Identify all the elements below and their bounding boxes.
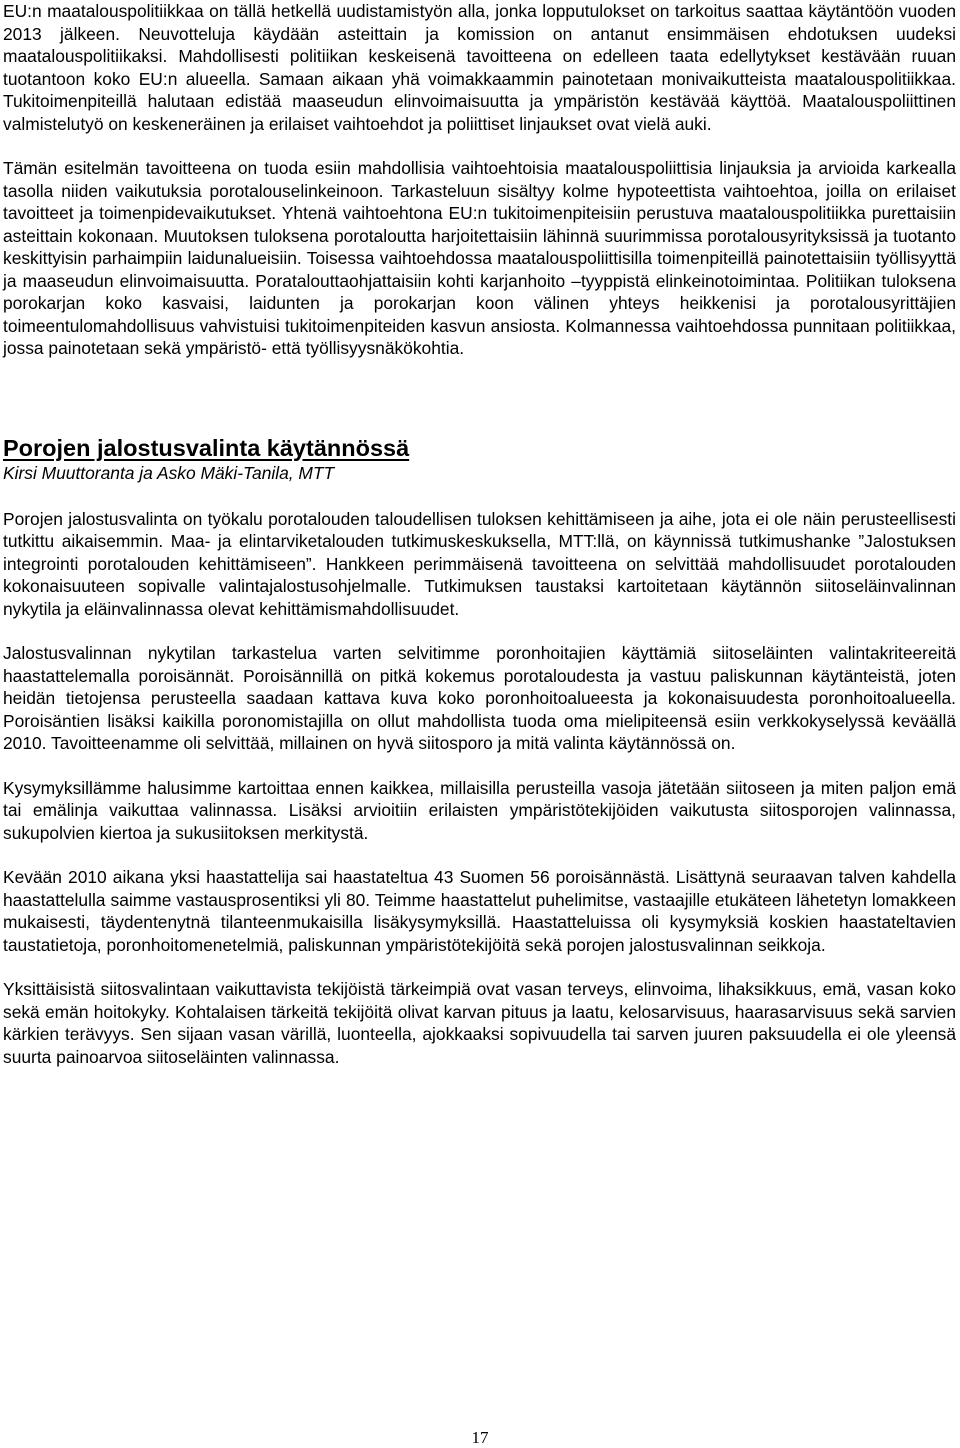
document-page [3,0,956,1068]
section-authors: Kirsi Muuttoranta ja Asko Mäki-Tanila, MTT [3,462,335,483]
body-paragraph: EU:n maatalouspolitiikkaa on tällä hetkellä uudistamistyön alla, jonka lopputulokset on tarkoitus saattaa käytäntöön vuoden 2013 jälkeen. Neuvotteluja käydään asteittain ja komission on antanut ensimmäisen ehdotuksen uudeksi maatalouspolitiikaksi. Mahdollisesti politiikan keskeisenä tavoitteena on edelleen taata edellytykset kestävään ruuan tuotantoon koko EU:n alueella. Samaan aikaan yhä voimakkaammin painotetaan monivaikutteista maatalouspolitiikkaa. Tukitoimenpiteillä halutaan edistää maaseudun elinvoimaisuutta ja ympäristön kestävää käyttöä. Maatalouspoliittinen valmistelutyö on keskeneräinen ja erilaiset vaihtoehdot ja poliittiset linjaukset ovat vielä auki. [3,1,956,134]
body-paragraph: Kysymyksillämme halusimme kartoittaa ennen kaikkea, millaisilla perusteilla vasoja jätetään siitoseen ja miten paljon emä tai emälinja vaikuttaa valinnassa. Lisäksi arvioitiin erilaisten ympäristötekijöiden vaikutusta siitosporojen valinnassa, sukupolvien kiertoa ja sukusiitoksen merkitystä. [3,777,956,843]
body-paragraph: Jalostusvalinnan nykytilan tarkastelua varten selvitimme poronhoitajien käyttämiä siitoseläinten valintakriteereitä haastattelemalla poroisännät. Poroisännillä on pitkä kokemus porotaloudesta ja vastuu paliskunnan käytänteistä, joten heidän tietojensa perusteella saadaan kattava kuva koko poronhoitoalueesta ja kokonaisuudesta poronhoitoalueella. Poroisäntien lisäksi kaikilla poronomistajilla on ollut mahdollista tuoda oma mielipiteensä esiin verkkokyselyssä keväällä 2010. Tavoitteenamme oli selvittää, millainen on hyvä siitosporo ja mitä valinta käytännössä on. [3,643,956,753]
body-paragraph: Yksittäisistä siitosvalintaan vaikuttavista tekijöistä tärkeimpiä ovat vasan terveys, elinvoima, lihaksikkuus, emä, vasan koko sekä emän hoitokyky. Kohtalaisen tärkeitä tekijöitä olivat karvan pituus ja laatu, kelosarvisuus, haarasarvisuus sekä sarvien kärkien terävyys. Sen sijaan vasan värillä, luonteella, ajokkaaksi sopivuudella tai sarven juuren paksuudella ei ole yleensä suurta painoarvoa siitoseläinten valinnassa. [3,979,956,1067]
body-paragraph: Tämän esitelmän tavoitteena on tuoda esiin mahdollisia vaihtoehtoisia maatalouspoliittisia linjauksia ja arvioida karkealla tasolla niiden vaikutuksia porotalouselinkeinoon. Tarkasteluun sisältyy kolme hypoteettista vaihtoehtoa, joilla on erilaiset tavoitteet ja toimenpidevaikutukset. Yhtenä vaihtoehtona EU:n tukitoimenpiteisiin perustuva maatalouspolitiikka purettaisiin asteittain kokonaan. Muutoksen tuloksena porotaloutta harjoitettaisiin lähinnä suurimmissa porotalousyrityksissä ja tuotanto keskittyisin parhaimpiin laidunalueisiin. Toisessa vaihtoehdossa maatalouspoliittisilla toimenpiteillä painotettaisiin työllisyyttä ja maaseudun elinvoimaisuutta. Poratalouttaohjattaisiin kohti karjanhoito –tyyppistä elinkeinotoimintaa. Politiikan tuloksena porokarjan koko kasvaisi, laidunten ja porokarjan koon välinen yhteys heikkenisi ja porotalousyrittäjien toimeentulomahdollisuus vahvistuisi tukitoimenpiteiden kasvun ansiosta. Kolmannessa vaihtoehdossa punnitaan politiikkaa, jossa painotetaan sekä ympäristö- että työllisyysnäkökohtia. [3,158,956,358]
page-number: 17 [471,1428,489,1447]
section-heading: Porojen jalostusvalinta käytännössä [3,434,410,461]
body-paragraph: Kevään 2010 aikana yksi haastattelija sai haastateltua 43 Suomen 56 poroisännästä. Lisättynä seuraavan talven kahdella haastattelulla saimme vastausprosentiksi yli 80. Teimme haastattelut puhelimitse, vastaajille etukäteen lähetetyn lomakkeen mukaisesti, täydentenytnä tilanteenmukaisilla lisäkysymyksillä. Haastatteluissa oli kysymyksiä koskien haastateltavien taustatietoja, poronhoitomenetelmiä, paliskunnan ympäristötekijöitä sekä porojen jalostusvalinnan seikkoja. [3,867,956,955]
body-paragraph: Porojen jalostusvalinta on työkalu porotalouden taloudellisen tuloksen kehittämiseen ja aihe, jota ei ole näin perusteellisesti tutkittu aikaisemmin. Maa- ja elintarviketalouden tutkimuskeskuksella, MTT:llä, on käynnissä tutkimushanke ”Jalostuksen integrointi porotalouden kehittämiseen”. Hankkeen perimmäisenä tavoitteena on selvittää mahdollisuudet porotalouden kokonaisuuteen sopivalle valintajalostusohjelmalle. Tutkimuksen taustaksi kartoitetaan käytännön siitoseläinvalinnan nykytila ja eläinvalinnassa olevat kehittämismahdollisuudet. [3,508,956,619]
